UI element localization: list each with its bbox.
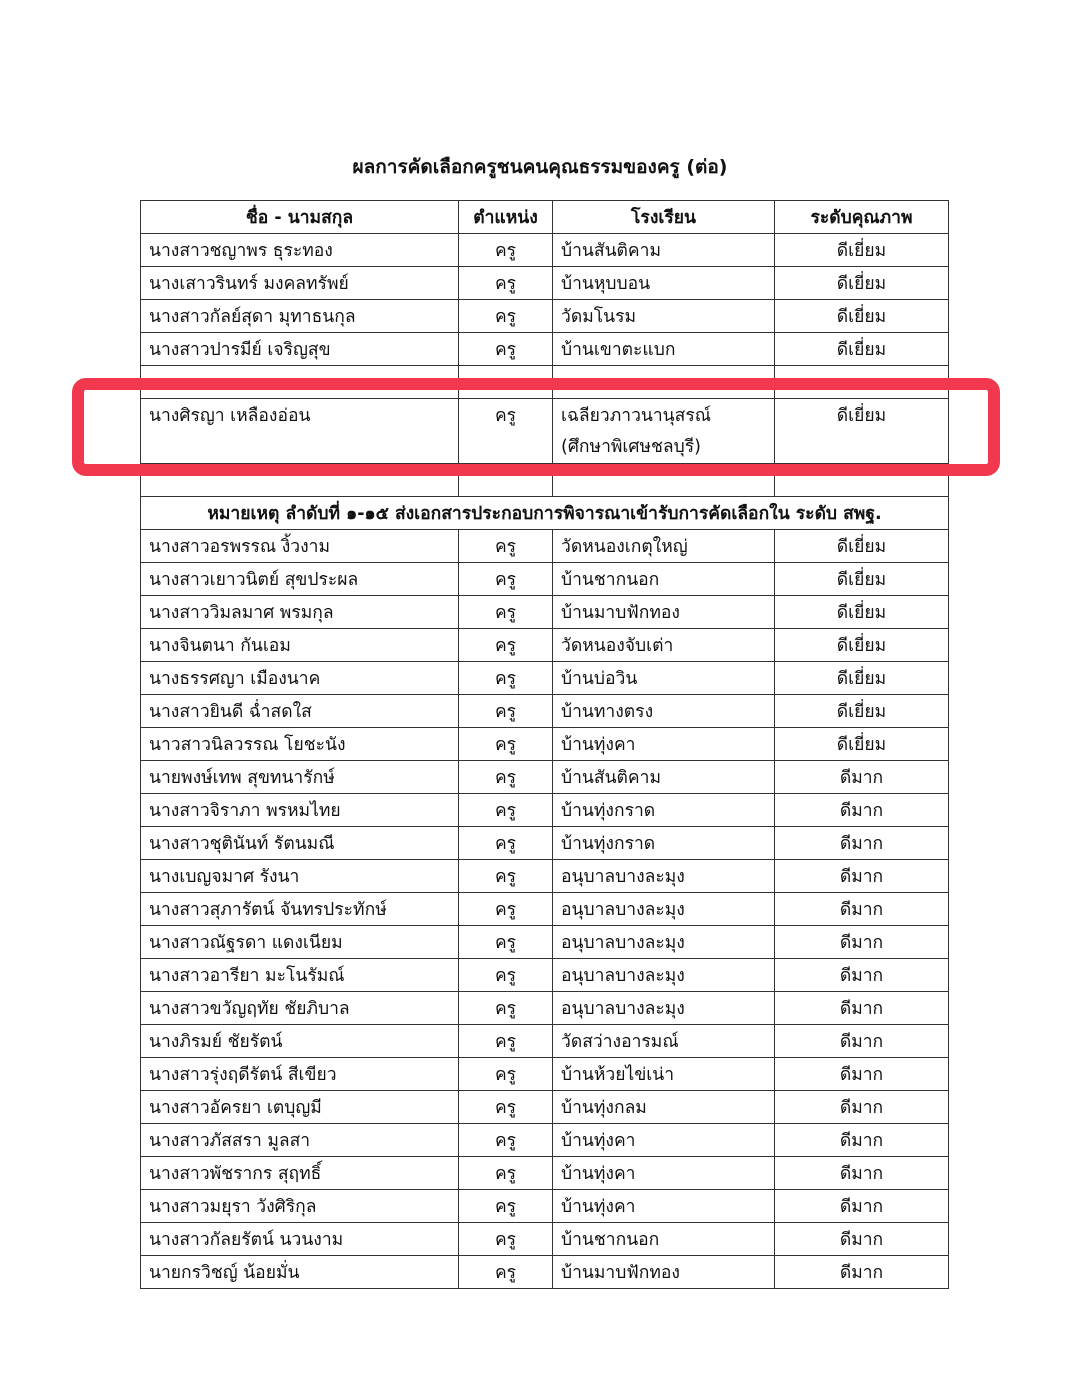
- cell-position: ครู: [459, 1223, 553, 1256]
- table-row: [141, 959, 949, 992]
- table-row: [141, 234, 949, 267]
- header-position: ตำแหน่ง: [459, 201, 553, 234]
- cell-name: นางสาวปารมีย์ เจริญสุข: [141, 333, 459, 366]
- cell-level: ดีมาก: [775, 1256, 949, 1289]
- cell-level: ดีมาก: [775, 860, 949, 893]
- cell-position: ครู: [459, 761, 553, 794]
- table-row: [141, 794, 949, 827]
- cell-position: ครู: [459, 992, 553, 1025]
- cell-name: นางสาวณัฐรดา แดงเนียม: [141, 926, 459, 959]
- table-body-top: [141, 234, 949, 366]
- cell-school: วัดหนองจับเต่า: [553, 629, 775, 662]
- cut-row: [141, 464, 949, 497]
- header-level: ระดับคุณภาพ: [775, 201, 949, 234]
- table-row: [141, 300, 949, 333]
- cell-level: ดีเยี่ยม: [775, 333, 949, 366]
- table-row: [141, 827, 949, 860]
- cell-name: นางสาวอัครยา เตบุญมี: [141, 1091, 459, 1124]
- cell-name: นางสาวภัสสรา มูลสา: [141, 1124, 459, 1157]
- cell-school: อนุบาลบางละมุง: [553, 860, 775, 893]
- cell-level: ดีมาก: [775, 1058, 949, 1091]
- cut-cell: [141, 366, 459, 399]
- table-row: [141, 926, 949, 959]
- cell-name: นางสาวกัลยรัตน์ นวนงาม: [141, 1223, 459, 1256]
- cut-cell: [775, 464, 949, 497]
- page-title: ผลการคัดเลือกครูชนคนคุณธรรมของครู (ต่อ): [352, 156, 728, 178]
- cell-position: ครู: [459, 1157, 553, 1190]
- table-row: [141, 333, 949, 366]
- cell-position: ครู: [459, 267, 553, 300]
- cell-school: บ้านทุ่งคา: [553, 728, 775, 761]
- cell-name: นางศิรญา เหลืองอ่อน: [141, 399, 459, 464]
- cell-name: นางสาวชุตินันท์ รัตนมณี: [141, 827, 459, 860]
- cell-school: บ้านทุ่งคา: [553, 1190, 775, 1223]
- cell-position: ครู: [459, 695, 553, 728]
- cut-cell: [553, 366, 775, 399]
- cell-school: อนุบาลบางละมุง: [553, 959, 775, 992]
- table-row: [141, 860, 949, 893]
- table-row: [141, 267, 949, 300]
- cell-school: บ้านชากนอก: [553, 1223, 775, 1256]
- cell-position: ครู: [459, 399, 553, 464]
- table-row: [141, 1190, 949, 1223]
- cell-position: ครู: [459, 1058, 553, 1091]
- cell-level: ดีมาก: [775, 1091, 949, 1124]
- cell-name: นางสาวจิราภา พรหมไทย: [141, 794, 459, 827]
- cell-level: ดีเยี่ยม: [775, 530, 949, 563]
- table-row: [141, 530, 949, 563]
- cell-name: นายกรวิชญ์ น้อยมั่น: [141, 1256, 459, 1289]
- cell-level: ดีเยี่ยม: [775, 563, 949, 596]
- cut-row: [141, 366, 949, 399]
- cell-name: นางสาวอารียา มะโนรัมณ์: [141, 959, 459, 992]
- cut-cell: [553, 464, 775, 497]
- cell-position: ครู: [459, 629, 553, 662]
- cell-level: ดีมาก: [775, 794, 949, 827]
- table-row: [141, 761, 949, 794]
- cell-name: นางเสาวรินทร์ มงคลทรัพย์: [141, 267, 459, 300]
- cell-name: นางเบญจมาศ รังนา: [141, 860, 459, 893]
- results-table: [140, 200, 949, 1289]
- table-row: [141, 1157, 949, 1190]
- cell-school: บ้านทุ่งคา: [553, 1124, 775, 1157]
- cell-name: นางสาวรุ่งฤดีรัตน์ สีเขียว: [141, 1058, 459, 1091]
- cell-level: ดีเยี่ยม: [775, 695, 949, 728]
- table-row: [141, 563, 949, 596]
- cell-position: ครู: [459, 893, 553, 926]
- cell-name: นางสาวมยุรา วังศิริกุล: [141, 1190, 459, 1223]
- cell-name: นางภิรมย์ ชัยรัตน์: [141, 1025, 459, 1058]
- cell-level: ดีเยี่ยม: [775, 300, 949, 333]
- table-row: [141, 596, 949, 629]
- cell-name: นาวสาวนิลวรรณ โยชะนัง: [141, 728, 459, 761]
- cell-school: อนุบาลบางละมุง: [553, 893, 775, 926]
- cell-school: วัดหนองเกตุใหญ่: [553, 530, 775, 563]
- cell-position: ครู: [459, 234, 553, 267]
- cell-position: ครู: [459, 1190, 553, 1223]
- cell-position: ครู: [459, 563, 553, 596]
- school-line-2: (ศึกษาพิเศษชลบุรี): [561, 437, 701, 457]
- cell-position: ครู: [459, 333, 553, 366]
- cell-school: บ้านทุ่งกราด: [553, 794, 775, 827]
- cell-level: ดีมาก: [775, 893, 949, 926]
- cell-school: วัดมโนรม: [553, 300, 775, 333]
- table-row: [141, 992, 949, 1025]
- table-row: [141, 1124, 949, 1157]
- cell-position: ครู: [459, 959, 553, 992]
- cell-school: [553, 399, 775, 464]
- cell-school: บ้านห้วยไข่เน่า: [553, 1058, 775, 1091]
- cell-name: นางสาวอรพรรณ งิ้วงาม: [141, 530, 459, 563]
- cell-school: บ้านทุ่งคา: [553, 1157, 775, 1190]
- cell-position: ครู: [459, 827, 553, 860]
- cell-school: บ้านมาบฟักทอง: [553, 1256, 775, 1289]
- cell-level: ดีเยี่ยม: [775, 267, 949, 300]
- cell-name: นางสาวกัลย์สุดา มุทาธนกุล: [141, 300, 459, 333]
- cell-position: ครู: [459, 530, 553, 563]
- table-row: [141, 1256, 949, 1289]
- header-name: ชื่อ - นามสกุล: [141, 201, 459, 234]
- cell-school: บ้านเขาตะแบก: [553, 333, 775, 366]
- table-row: [141, 629, 949, 662]
- cell-name: นางสาวชญาพร ธุระทอง: [141, 234, 459, 267]
- cell-name: นางสาววิมลมาศ พรมกุล: [141, 596, 459, 629]
- cell-level: ดีเยี่ยม: [775, 596, 949, 629]
- cell-level: ดีมาก: [775, 1025, 949, 1058]
- cell-name: นางธรรศญา เมืองนาค: [141, 662, 459, 695]
- cell-school: บ้านชากนอก: [553, 563, 775, 596]
- cell-level: ดีมาก: [775, 1190, 949, 1223]
- cell-school: บ้านบ่อวิน: [553, 662, 775, 695]
- cell-school: บ้านมาบฟักทอง: [553, 596, 775, 629]
- highlighted-row: [141, 399, 949, 464]
- cell-position: ครู: [459, 596, 553, 629]
- cell-school: บ้านทุ่งกลม: [553, 1091, 775, 1124]
- cell-level: ดีมาก: [775, 761, 949, 794]
- table-body-bottom: [141, 530, 949, 1289]
- cell-level: ดีเยี่ยม: [775, 629, 949, 662]
- note-text: หมายเหตุ ลำดับที่ ๑-๑๕ ส่งเอกสารประกอบการพิจารณาเข้ารับการคัดเลือกใน ระดับ สพฐ.: [141, 497, 949, 530]
- school-line-1: เฉลียวภาวนานุสรณ์: [561, 406, 711, 426]
- table-row: [141, 1025, 949, 1058]
- header-row: [141, 201, 949, 234]
- table-row: [141, 1091, 949, 1124]
- cut-cell: [459, 464, 553, 497]
- cell-school: วัดสว่างอารมณ์: [553, 1025, 775, 1058]
- cell-position: ครู: [459, 1025, 553, 1058]
- header-school: โรงเรียน: [553, 201, 775, 234]
- cell-school: บ้านสันติคาม: [553, 234, 775, 267]
- cell-position: ครู: [459, 860, 553, 893]
- cell-name: นางสาวพัชรากร สุฤทธิ์: [141, 1157, 459, 1190]
- cell-level: ดีมาก: [775, 827, 949, 860]
- cell-position: ครู: [459, 1124, 553, 1157]
- cell-name: นางสาวสุภารัตน์ จันทรประทักษ์: [141, 893, 459, 926]
- cell-school: อนุบาลบางละมุง: [553, 992, 775, 1025]
- cell-position: ครู: [459, 662, 553, 695]
- cell-level: ดีมาก: [775, 1223, 949, 1256]
- cell-level: ดีมาก: [775, 992, 949, 1025]
- table-row: [141, 695, 949, 728]
- cell-level: ดีเยี่ยม: [775, 399, 949, 464]
- cell-school: บ้านทุ่งกราด: [553, 827, 775, 860]
- cell-level: ดีมาก: [775, 959, 949, 992]
- cell-position: ครู: [459, 728, 553, 761]
- table-row: [141, 1223, 949, 1256]
- cell-name: นายพงษ์เทพ สุขทนารักษ์: [141, 761, 459, 794]
- cell-position: ครู: [459, 300, 553, 333]
- cell-school: บ้านหุบบอน: [553, 267, 775, 300]
- cell-name: นางสาวยินดี ฉ่ำสดใส: [141, 695, 459, 728]
- cell-name: นางสาวเยาวนิตย์ สุขประผล: [141, 563, 459, 596]
- cell-school: อนุบาลบางละมุง: [553, 926, 775, 959]
- cell-level: ดีมาก: [775, 1124, 949, 1157]
- table-row: [141, 893, 949, 926]
- cell-name: นางสาวขวัญฤทัย ชัยภิบาล: [141, 992, 459, 1025]
- cell-level: ดีมาก: [775, 1157, 949, 1190]
- cut-cell: [141, 464, 459, 497]
- table-row: [141, 728, 949, 761]
- cell-level: ดีมาก: [775, 926, 949, 959]
- cell-level: ดีเยี่ยม: [775, 234, 949, 267]
- table-body-highlight: [141, 366, 949, 530]
- cell-level: ดีเยี่ยม: [775, 728, 949, 761]
- cell-name: นางจินตนา กันเอม: [141, 629, 459, 662]
- cell-position: ครู: [459, 794, 553, 827]
- cell-position: ครู: [459, 1091, 553, 1124]
- table-row: [141, 1058, 949, 1091]
- cell-school: บ้านทางตรง: [553, 695, 775, 728]
- cell-school: บ้านสันติคาม: [553, 761, 775, 794]
- cut-cell: [459, 366, 553, 399]
- table-row: [141, 662, 949, 695]
- cut-cell: [775, 366, 949, 399]
- note-row: [141, 497, 949, 530]
- cell-level: ดีเยี่ยม: [775, 662, 949, 695]
- cell-position: ครู: [459, 1256, 553, 1289]
- cell-position: ครู: [459, 926, 553, 959]
